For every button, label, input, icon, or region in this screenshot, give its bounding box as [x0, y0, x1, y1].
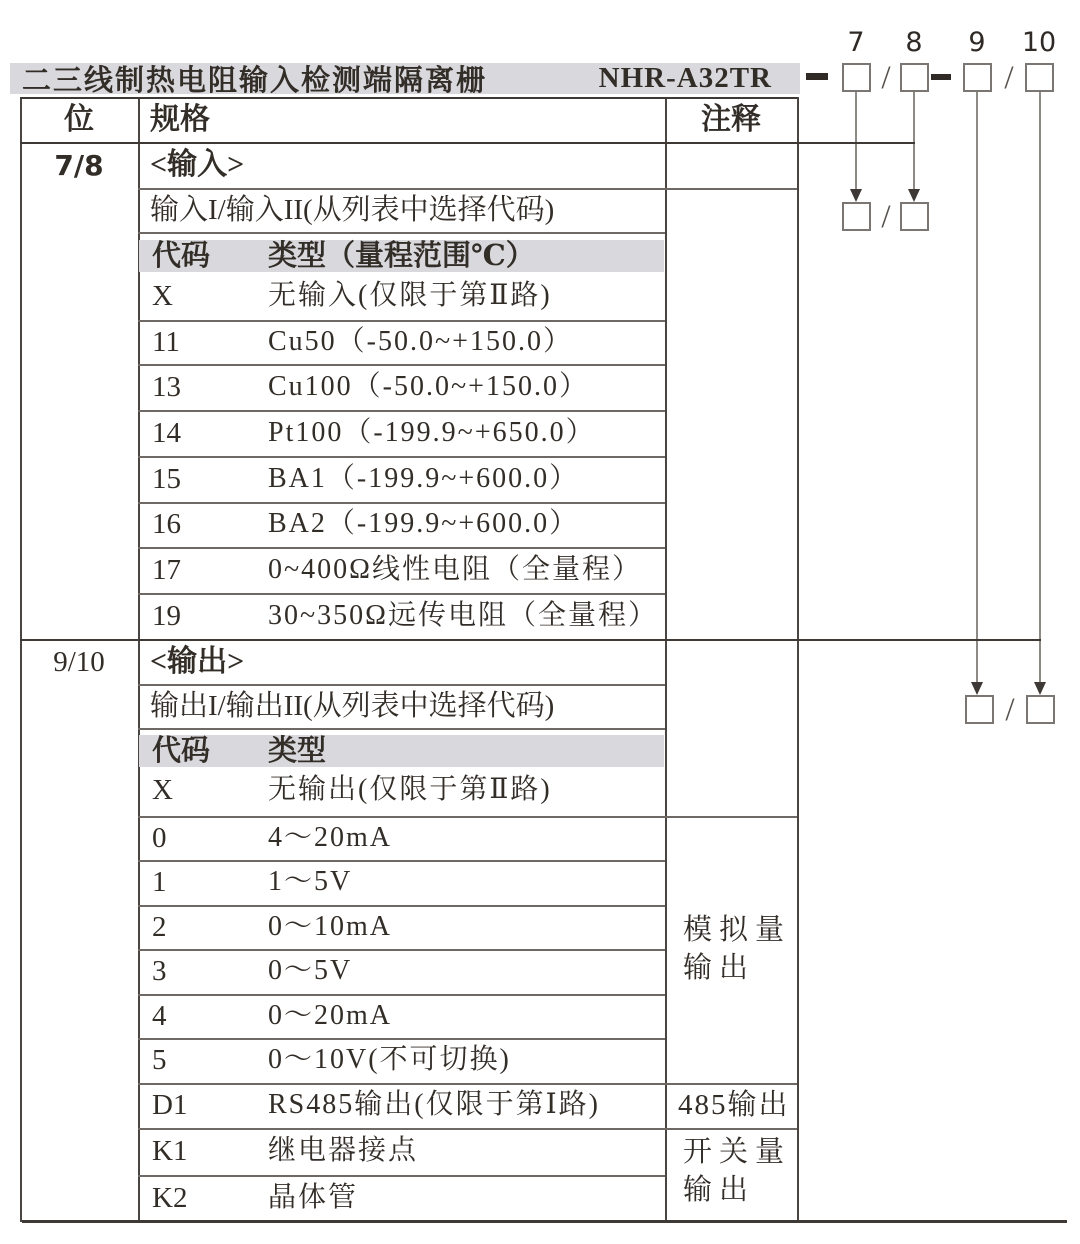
row-type: Cu100（-50.0~+150.0）: [268, 371, 589, 402]
row-type: 0～5V: [268, 955, 353, 986]
pos-value-input: 7/8: [54, 149, 104, 182]
row-border: [138, 816, 797, 818]
row-type: 30~350Ω远传电阻（全量程）: [268, 600, 658, 631]
slash-separator: /: [881, 60, 891, 96]
row-type: 无输出(仅限于第Ⅱ路): [268, 774, 552, 805]
row-type: 继电器接点: [268, 1135, 419, 1166]
leader-line-10: [1039, 92, 1041, 682]
row-type: 0~400Ω线性电阻（全量程）: [268, 554, 642, 585]
row-type: 无输入(仅限于第Ⅱ路): [268, 280, 552, 311]
row-code: D1: [152, 1089, 188, 1121]
pos-value-output: 9/10: [53, 646, 105, 678]
output-col-code: 代码: [152, 735, 211, 767]
row-code: 13: [152, 371, 181, 403]
row-code: 4: [152, 1000, 167, 1032]
row-border: [138, 1128, 797, 1130]
row-type: Cu50（-50.0~+150.0）: [268, 326, 573, 357]
page-title: 二三线制热电阻输入检测端隔离栅: [22, 65, 488, 97]
input-col-code: 代码: [152, 240, 211, 272]
col-divider-spec-note: [665, 97, 667, 1222]
table-right-border: [797, 97, 799, 1222]
input-code-box-7: [842, 202, 871, 231]
row-code: 11: [152, 326, 180, 358]
slash-separator: /: [1004, 60, 1014, 96]
output-section-title: <输出>: [150, 645, 245, 678]
row-code: 2: [152, 911, 167, 943]
row-code: 1: [152, 866, 167, 898]
output-code-box-10: [1026, 695, 1055, 724]
dash-separator: [806, 73, 828, 80]
row-border: [138, 905, 665, 907]
input-code-box-8: [900, 202, 929, 231]
output-col-type: 类型: [268, 735, 327, 767]
page-bottom-rule: [22, 1220, 1067, 1223]
arrow-down-icon: [908, 189, 920, 202]
row-code: 14: [152, 417, 181, 449]
row-code: X: [152, 774, 173, 806]
digit-label-9: 9: [968, 27, 986, 58]
title-bar: [10, 62, 800, 97]
leader-line-9: [976, 92, 978, 682]
row-code: 5: [152, 1044, 167, 1076]
row-type: Pt100（-199.9~+650.0）: [268, 417, 596, 448]
dash-separator: [931, 74, 951, 80]
header-note: 注释: [701, 103, 761, 136]
row-code: 17: [152, 554, 181, 586]
leader-line-7: [855, 92, 857, 189]
code-box-9: [963, 63, 992, 92]
row-type: 1～5V: [268, 866, 353, 897]
arrow-down-icon: [850, 189, 862, 202]
row-type: BA1（-199.9~+600.0）: [268, 463, 580, 494]
digit-label-7: 7: [847, 27, 865, 58]
output-code-header-band: [139, 735, 664, 767]
row-code: X: [152, 280, 173, 312]
row-code: 16: [152, 508, 181, 540]
digit-label-8: 8: [905, 27, 923, 58]
input-col-type: 类型（量程范围℃）: [268, 240, 535, 272]
note-analog-output: 模拟量输出: [683, 914, 792, 984]
row-type: 4～20mA: [268, 822, 393, 853]
header-pos: 位: [64, 103, 94, 136]
code-box-7: [842, 63, 871, 92]
arrow-down-icon: [971, 682, 983, 695]
slash-separator: /: [881, 199, 891, 235]
row-code: 0: [152, 822, 167, 854]
row-border: [138, 994, 665, 996]
digit-label-10: 10: [1021, 27, 1057, 58]
input-subtitle: 输入I/输入II(从列表中选择代码): [150, 194, 555, 226]
row-type: RS485输出(仅限于第Ⅰ路): [268, 1089, 600, 1120]
output-subtitle: 输出I/输出II(从列表中选择代码): [150, 690, 555, 722]
output-code-box-9: [965, 695, 994, 724]
note-485-output: 485输出: [678, 1089, 790, 1121]
note-switch-output: 开关量输出: [683, 1136, 792, 1206]
row-type: 0～20mA: [268, 1000, 393, 1031]
input-section-title: <输入>: [150, 148, 245, 181]
row-border: [138, 728, 665, 730]
row-type: 0～10mA: [268, 911, 393, 942]
leader-line-8: [913, 92, 915, 189]
header-spec: 规格: [150, 103, 210, 136]
row-code: K1: [152, 1135, 188, 1167]
row-border: [138, 949, 665, 951]
row-type: 0～10V(不可切换): [268, 1044, 511, 1075]
row-border: [138, 1175, 665, 1177]
row-code: 3: [152, 955, 167, 987]
row-code: K2: [152, 1182, 188, 1214]
row-border: [138, 860, 665, 862]
arrow-down-icon: [1034, 682, 1046, 695]
row-code: 15: [152, 463, 181, 495]
slash-separator: /: [1005, 692, 1015, 728]
model-number: NHR-A32TR: [598, 62, 772, 94]
row-code: 19: [152, 600, 181, 632]
row-type: 晶体管: [268, 1182, 359, 1213]
row-type: BA2（-199.9~+600.0）: [268, 508, 580, 539]
code-box-8: [900, 63, 929, 92]
code-box-10: [1025, 63, 1054, 92]
